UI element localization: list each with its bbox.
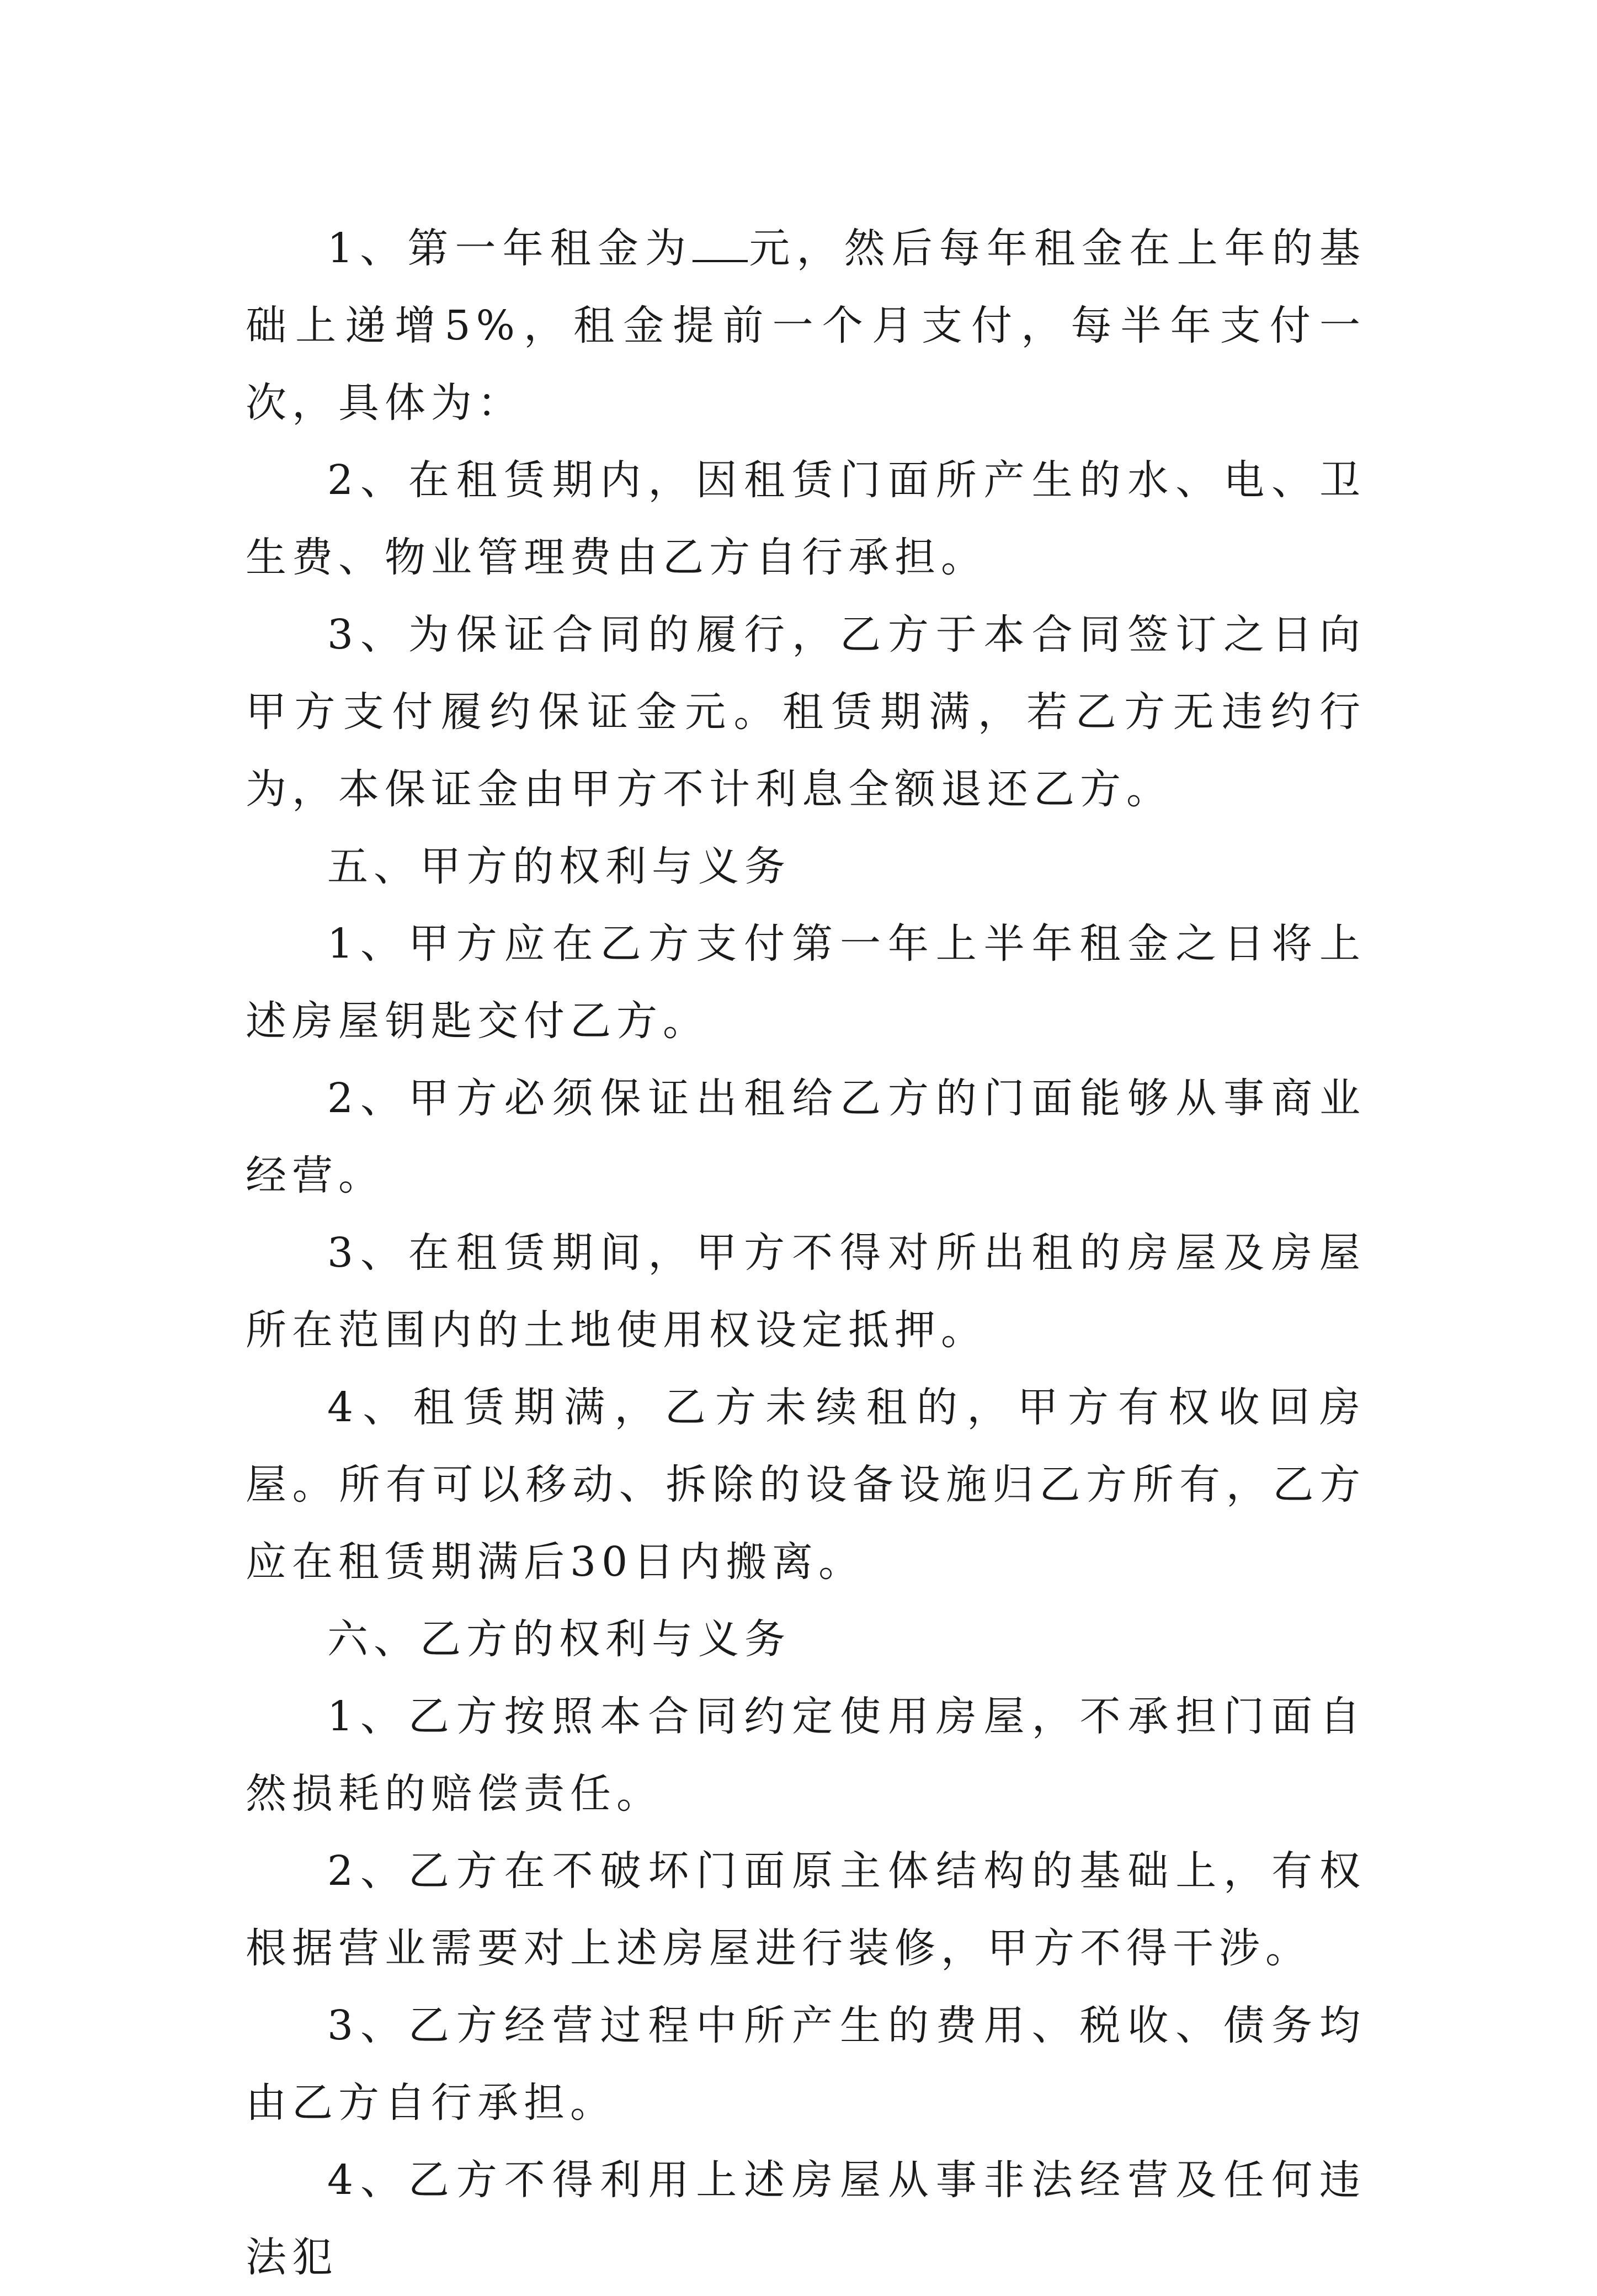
document-body <box>246 210 1366 2296</box>
paragraph-party-a-2: 2、甲方必须保证出租给乙方的门面能够从事商业经营。 <box>246 1075 1366 1199</box>
paragraph-party-a-1: 1、甲方应在乙方支付第一年上半年租金之日将上述房屋钥匙交付乙方。 <box>246 920 1366 1045</box>
paragraph-party-a-3: 3、在租赁期间，甲方不得对所出租的房屋及房屋所在范围内的土地使用权设定抵押。 <box>246 1229 1366 1354</box>
section-heading-5: 五、甲方的权利与义务 <box>327 843 791 890</box>
paragraph-party-a-4: 4、租赁期满，乙方未续租的，甲方有权收回房屋。所有可以移动、拆除的设备设施归乙方所有，乙方应在租赁期满后30日内搬离。 <box>246 1384 1366 1586</box>
section-heading-6: 六、乙方的权利与义务 <box>327 1615 791 1663</box>
paragraph-party-b-4: 4、乙方不得利用上述房屋从事非法经营及任何违法犯 <box>246 2156 1366 2281</box>
paragraph-party-b-2: 2、乙方在不破坏门面原主体结构的基础上，有权根据营业需要对上述房屋进行装修，甲方不得干涉。 <box>246 1847 1366 1972</box>
paragraph-text: 1、第一年租金为 <box>327 225 693 272</box>
paragraph-rent-1 <box>246 210 1366 442</box>
paragraph-rent-2: 2、在租赁期内，因租赁门面所产生的水、电、卫生费、物业管理费由乙方自行承担。 <box>246 456 1366 581</box>
paragraph-rent-3: 3、为保证合同的履行，乙方于本合同签订之日向甲方支付履约保证金元。租赁期满，若乙方无违约行为，本保证金由甲方不计利息全额退还乙方。 <box>246 611 1366 813</box>
paragraph-party-b-1: 1、乙方按照本合同约定使用房屋，不承担门面自然损耗的赔偿责任。 <box>246 1693 1366 1817</box>
paragraph-party-b-3: 3、乙方经营过程中所产生的费用、税收、债务均由乙方自行承担。 <box>246 2002 1366 2127</box>
blank-amount-line <box>693 226 748 262</box>
paragraph-text: 元，然后每年租金在上年的基础上递增5%，租金提前一个月支付，每半年支付一次，具体为： <box>246 225 1366 427</box>
